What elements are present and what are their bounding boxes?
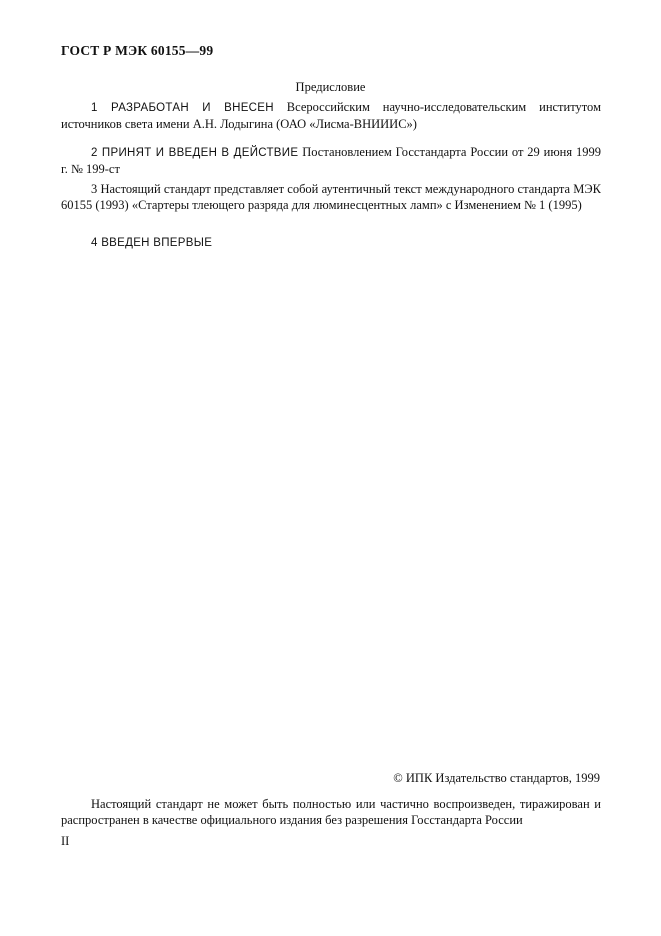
copyright-line: © ИПК Издательство стандартов, 1999 [393,771,600,785]
page-number: II [61,834,70,848]
reproduction-notice: Настоящий стандарт не может быть полностью или частично воспроизведен, тиражирован и распространен в качестве официального издания без разрешения Госстандарта России [61,797,601,827]
preface-item-1-text: Всероссийским научно-исследовательским институтом источников света имени А.Н. Лодыгина (ОАО «Лисма-ВНИИИС») [61,100,601,131]
preface-item-2-text: Постановлением Госстандарта России от 29 июня 1999 г. № 199-ст [61,145,601,176]
preface-item-2-lead: 2 ПРИНЯТ И ВВЕДЕН В ДЕЙСТВИЕ [91,147,299,159]
document-code: ГОСТ Р МЭК 60155—99 [61,43,214,58]
preface-item-4: 4 ВВЕДЕН ВПЕРВЫЕ [91,237,213,249]
preface-item-2 [61,144,601,177]
preface-item-1-lead: 1 РАЗРАБОТАН И ВНЕСЕН [91,102,274,114]
preface-item-1 [61,99,601,132]
preface-title: Предисловие [295,80,366,94]
preface-item-3: 3 Настоящий стандарт представляет собой аутентичный текст международного стандарта МЭК 60155 (1993) «Стартеры тлеющего разряда для люминесцентных ламп» с Изменением № 1 (1995) [61,182,601,212]
